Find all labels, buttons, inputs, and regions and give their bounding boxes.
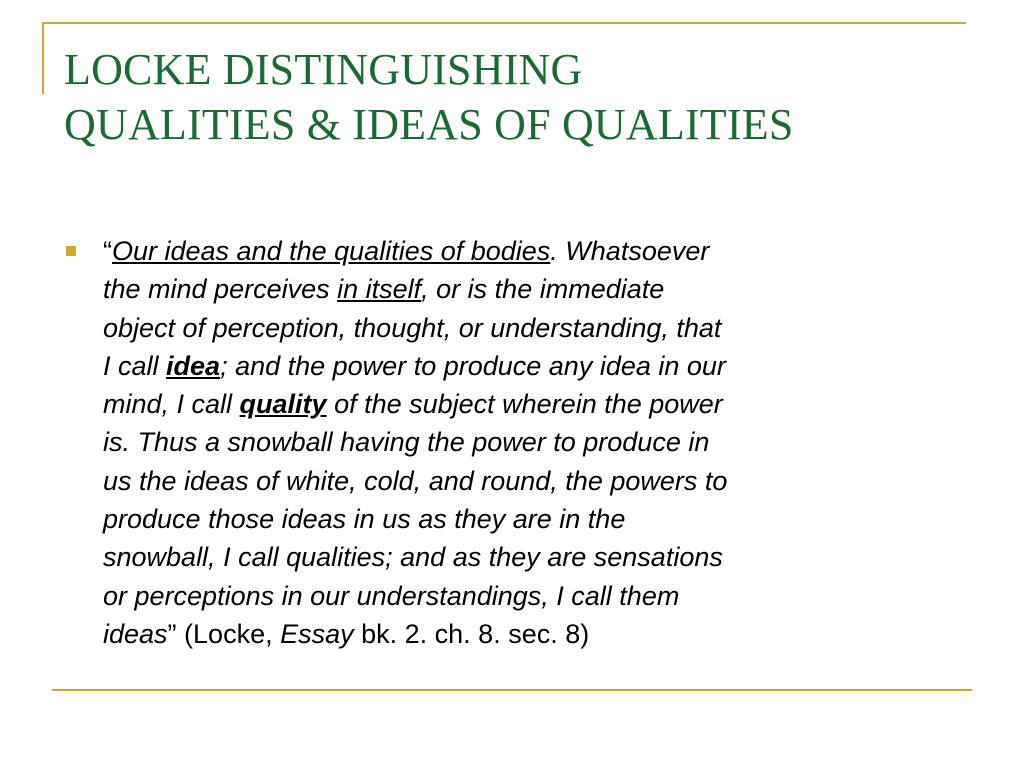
top-rule	[42, 22, 966, 24]
quote-line-3: object of perception, thought, or understanding, that	[103, 312, 722, 343]
quote-line-5	[103, 385, 968, 423]
quote-segment: mind, I call	[103, 389, 240, 420]
citation-location: bk. 2. ch. 8. sec. 8)	[353, 618, 590, 649]
term-idea: idea	[166, 350, 221, 381]
quote-line-9: snowball, I call qualities; and as they are sensations	[103, 542, 723, 573]
slide-title	[64, 42, 984, 152]
quote-segment: . Whatsoever	[550, 236, 710, 266]
quote-text	[103, 232, 968, 653]
left-rule	[42, 22, 44, 94]
title-line-2: QUALITIES & IDEAS OF QUALITIES	[64, 100, 794, 149]
quote-line-7: us the ideas of white, cold, and round, the powers to	[103, 465, 728, 496]
quote-line-10: or perceptions in our understandings, I call them	[103, 580, 680, 611]
in-itself-phrase: in itself	[337, 274, 422, 305]
term-quality: quality	[239, 389, 327, 420]
quote-segment: ideas	[103, 618, 168, 649]
quote-line-11	[103, 615, 968, 653]
quote-line-2	[103, 270, 968, 308]
quote-segment: ; and the power to produce any idea in our	[220, 350, 726, 381]
quote-segment: , or is the immediate	[421, 274, 665, 305]
quote-segment: I call	[103, 350, 167, 381]
citation-title: Essay	[280, 618, 354, 649]
quote-line-6: is. Thus a snowball having the power to produce in	[103, 427, 710, 458]
quote-heading: Our ideas and the qualities of bodies	[112, 236, 551, 266]
quote-segment: the mind perceives	[103, 274, 338, 305]
title-line-1: LOCKE DISTINGUISHING	[64, 45, 583, 94]
quote-segment: of the subject wherein the power	[326, 389, 723, 420]
quote-line-8: produce those ideas in us as they are in the	[103, 504, 626, 535]
citation-prefix: ” (Locke,	[167, 618, 281, 649]
quote-line-4	[103, 347, 968, 385]
bottom-rule	[52, 689, 972, 691]
square-bullet-icon	[66, 246, 76, 256]
quote-line-1	[103, 232, 968, 270]
open-quote-mark: “	[103, 236, 112, 266]
